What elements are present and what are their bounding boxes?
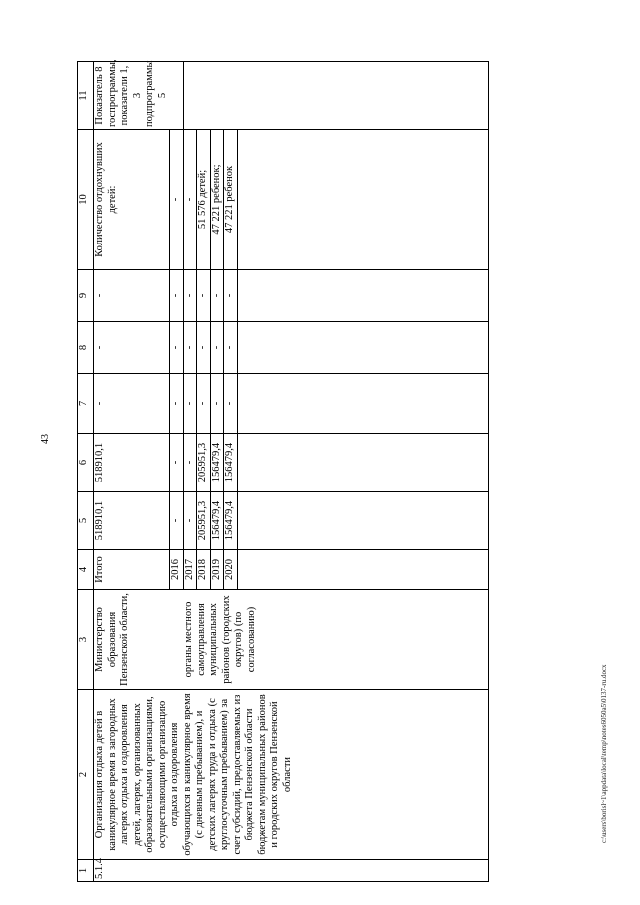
year-cell: 2018: [197, 550, 211, 590]
value-cell: -: [94, 322, 170, 374]
value-cell: 156479,4: [210, 492, 224, 550]
col-header-9: 9: [78, 270, 94, 322]
year-cell: 2017: [183, 550, 197, 590]
value-cell: -: [224, 270, 238, 322]
filler-cell: [237, 550, 488, 590]
indicator-value: Количество отдохнувших детей:: [94, 130, 170, 270]
footer-file-path: c:\users\borisl~1\appdata\local\temp\notes6050a5\0137-ru.docx: [600, 664, 608, 843]
value-cell: -: [197, 270, 211, 322]
value-cell: -: [183, 374, 197, 434]
value-cell: 156479,4: [210, 434, 224, 492]
value-cell: -: [170, 270, 184, 322]
filler-cell: [237, 270, 488, 322]
value-cell: -: [183, 492, 197, 550]
value-cell: -: [210, 374, 224, 434]
value-cell: -: [183, 434, 197, 492]
indicator-value: 51 576 детей;: [197, 130, 211, 270]
indicator-value: 47 221 ребенок;: [210, 130, 224, 270]
value-cell: -: [210, 270, 224, 322]
value-cell: 518910,1: [94, 434, 170, 492]
value-cell: -: [94, 374, 170, 434]
page-number: 43: [40, 434, 51, 444]
value-cell: -: [170, 374, 184, 434]
rotated-table-container: [77, 59, 582, 882]
value-cell: 156479,4: [224, 492, 238, 550]
col-header-5: 5: [78, 492, 94, 550]
filler-cell: [237, 434, 488, 492]
value-cell: -: [224, 374, 238, 434]
row-number: 5.1.4: [94, 860, 489, 882]
table-row: [94, 62, 170, 882]
col-header-11: 11: [78, 62, 94, 130]
program-table: [77, 61, 489, 882]
value-cell: -: [224, 322, 238, 374]
filler-cell: [237, 492, 488, 550]
year-cell: 2016: [170, 550, 184, 590]
value-cell: -: [197, 322, 211, 374]
value-cell: 518910,1: [94, 492, 170, 550]
indicator-reference: Показатель 8 госпрограммы, показатели 1, 3 подпрограммы 5: [94, 62, 184, 130]
year-cell: Итого: [94, 550, 170, 590]
col-header-3: 3: [78, 590, 94, 690]
value-cell: 205951,3: [197, 492, 211, 550]
value-cell: 205951,3: [197, 434, 211, 492]
value-cell: -: [197, 374, 211, 434]
value-cell: -: [94, 270, 170, 322]
indicator-empty: [183, 62, 488, 130]
activity-name: Организация отдыха детей в каникулярное время в загородных лагерях отдыха и оздоровления детей, лагерях, организованных образовательными организациями, осуществляющими организацию отдыха и оздоровления обучающихся в каникулярное время (с дневным пребыванием), и детских лагерях труда и отдыха (с круглосуточным пребыванием) за счет субсидий, предоставляемых из бюджета Пензенской области бюджетам муниципальных районов и городских округов Пензенской области: [94, 690, 489, 860]
value-cell: 156479,4: [224, 434, 238, 492]
value-cell: -: [183, 270, 197, 322]
executor-local: органы местного самоуправления муниципальных районов (городских округов) (по согласованию): [183, 590, 488, 690]
value-cell: -: [183, 322, 197, 374]
col-header-7: 7: [78, 374, 94, 434]
col-header-2: 2: [78, 690, 94, 860]
col-header-8: 8: [78, 322, 94, 374]
filler-cell: [237, 322, 488, 374]
indicator-value: -: [183, 130, 197, 270]
year-cell: 2019: [210, 550, 224, 590]
filler-cell: [237, 374, 488, 434]
value-cell: -: [170, 434, 184, 492]
col-header-1: 1: [78, 860, 94, 882]
col-header-4: 4: [78, 550, 94, 590]
value-cell: -: [210, 322, 224, 374]
header-row: [78, 62, 94, 882]
col-header-10: 10: [78, 130, 94, 270]
col-header-6: 6: [78, 434, 94, 492]
year-cell: 2020: [224, 550, 238, 590]
value-cell: -: [170, 322, 184, 374]
value-cell: -: [170, 492, 184, 550]
indicator-value: -: [170, 130, 184, 270]
filler-cell: [237, 130, 488, 270]
indicator-value: 47 221 ребенок: [224, 130, 238, 270]
executor-ministry: Министерство образования Пензенской области,: [94, 590, 184, 690]
